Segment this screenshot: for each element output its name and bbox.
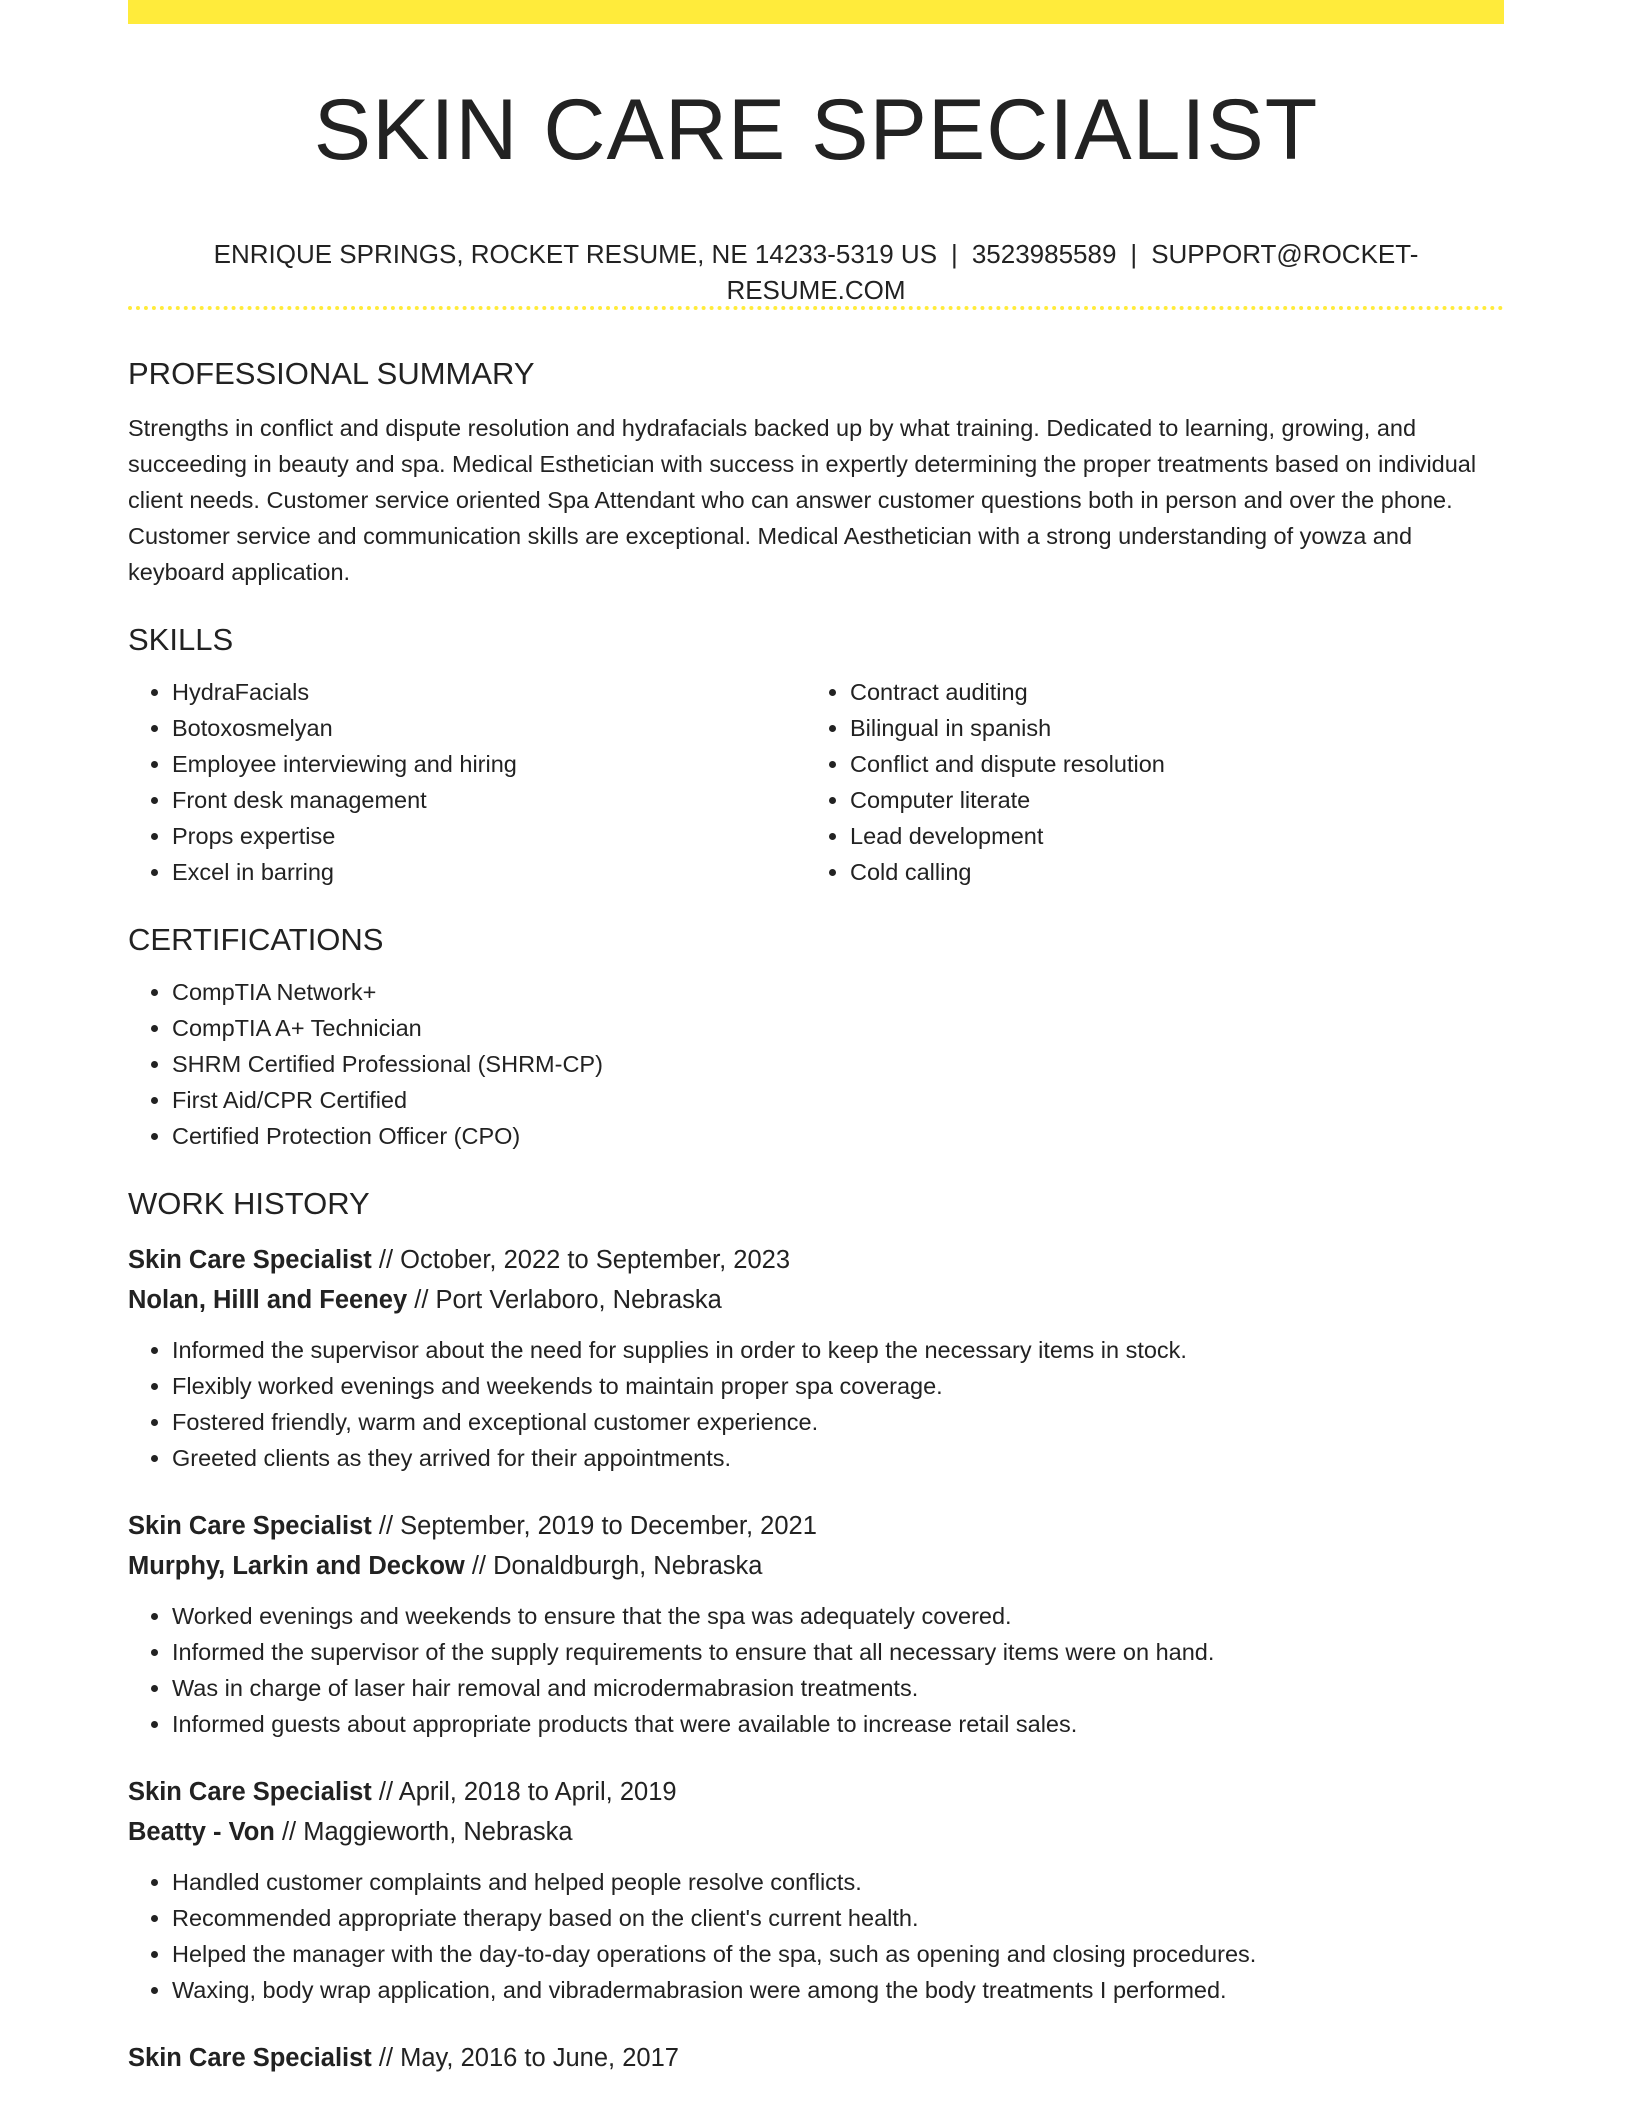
job-role: Skin Care Specialist [128,1512,372,1540]
skill-item: • Conflict and dispute resolution [850,746,1484,782]
skills-heading: SKILLS [128,622,234,657]
job-entry [128,2038,1504,2078]
job-duty-item: • Flexibly worked evenings and weekends to maintain proper spa coverage. [172,1368,1504,1404]
skill-item: • Computer literate [850,782,1484,818]
contact-separator: | [1130,239,1138,269]
job-duty-item: • Greeted clients as they arrived for their appointments. [172,1440,1504,1476]
resume-body [128,352,1504,2078]
job-duties-list [128,1332,1504,1476]
contact-line [128,236,1504,308]
job-dates: // October, 2022 to September, 2023 [371,1246,790,1274]
certification-item: • CompTIA Network+ [172,974,1504,1010]
job-duties-list [128,1598,1504,1742]
job-duty-item: • Recommended appropriate therapy based on the client's current health. [172,1900,1504,1936]
skills-list-right [806,674,1484,890]
job-dates: // April, 2018 to April, 2019 [371,1778,677,1806]
job-duty-item: • Fostered friendly, warm and exceptional customer experience. [172,1404,1504,1440]
summary-heading: PROFESSIONAL SUMMARY [128,356,535,391]
job-dates: // September, 2019 to December, 2021 [371,1512,817,1540]
job-dates: // May, 2016 to June, 2017 [371,2044,679,2072]
certification-item: • CompTIA A+ Technician [172,1010,1504,1046]
summary-section [128,352,1504,590]
job-duties-list [128,1864,1504,2008]
contact-phone: 3523985589 [971,239,1117,269]
job-entry [128,1240,1504,1476]
header-divider [128,306,1504,310]
job-role: Skin Care Specialist [128,1246,372,1274]
job-role: Skin Care Specialist [128,1778,372,1806]
skill-item: • HydraFacials [172,674,806,710]
job-company: Nolan, Hilll and Feeney [128,1286,408,1314]
certifications-list [128,974,1504,1154]
work-history-heading: WORK HISTORY [128,1186,370,1221]
job-duty-item: • Handled customer complaints and helped people resolve conflicts. [172,1864,1504,1900]
job-location: // Donaldburgh, Nebraska [464,1552,763,1580]
skill-item: • Cold calling [850,854,1484,890]
job-duty-item: • Waxing, body wrap application, and vibradermabrasion were among the body treatments I performed. [172,1972,1504,2008]
summary-text: Strengths in conflict and dispute resolution and hydrafacials backed up by what training. Dedicated to learning, growing, and succeeding in beauty and spa. Medical Esthetician with success in expertly determining the proper treatments based on individual client needs. Customer service oriented Spa Attendant who can answer customer questions both in person and over the phone. Customer service and communication skills are exceptional. Medical Aesthetician with a strong understanding of yowza and keyboard application. [128,415,1477,585]
job-title-line [128,1772,1504,1812]
job-duty-item: • Helped the manager with the day-to-day operations of the spa, such as opening and closing procedures. [172,1936,1504,1972]
skills-list-left [128,674,806,890]
certifications-heading: CERTIFICATIONS [128,922,384,957]
job-location: // Port Verlaboro, Nebraska [407,1286,722,1314]
job-duty-item: • Informed the supervisor about the need for supplies in order to keep the necessary items in stock. [172,1332,1504,1368]
job-location: // Maggieworth, Nebraska [274,1818,573,1846]
job-duty-item: • Informed the supervisor of the supply requirements to ensure that all necessary items were on hand. [172,1634,1504,1670]
certification-item: • First Aid/CPR Certified [172,1082,1504,1118]
skill-item: • Botoxosmelyan [172,710,806,746]
job-title-line [128,1506,1504,1546]
work-history-section [128,1182,1504,2078]
top-accent-bar [128,0,1504,24]
job-entry [128,1506,1504,1742]
certifications-section [128,918,1504,1154]
certification-item: • SHRM Certified Professional (SHRM-CP) [172,1046,1504,1082]
job-company-line [128,1546,1504,1586]
job-title-line [128,1240,1504,1280]
job-duty-item: • Was in charge of laser hair removal and microdermabrasion treatments. [172,1670,1504,1706]
skill-item: • Contract auditing [850,674,1484,710]
skill-item: • Employee interviewing and hiring [172,746,806,782]
skill-item: • Lead development [850,818,1484,854]
skills-column-right [806,674,1484,890]
skill-item: • Excel in barring [172,854,806,890]
skill-item: • Bilingual in spanish [850,710,1484,746]
certification-item: • Certified Protection Officer (CPO) [172,1118,1504,1154]
job-company-line [128,1812,1504,1852]
resume-title: SKIN CARE SPECIALIST [313,82,1319,178]
contact-separator: | [951,239,958,269]
skills-columns [128,674,1504,890]
skills-section [128,618,1504,890]
job-company: Beatty - Von [128,1818,275,1846]
skill-item: • Props expertise [172,818,806,854]
skill-item: • Front desk management [172,782,806,818]
job-company-line [128,1280,1504,1320]
contact-email: SUPPORT@ROCKET-RESUME.COM [726,239,1419,305]
job-duty-item: • Informed guests about appropriate products that were available to increase retail sales. [172,1706,1504,1742]
job-entry [128,1772,1504,2008]
skills-column-left [128,674,806,890]
job-duty-item: • Worked evenings and weekends to ensure that the spa was adequately covered. [172,1598,1504,1634]
contact-address: ENRIQUE SPRINGS, ROCKET RESUME, NE 14233-5319 US [213,239,938,269]
job-title-line [128,2038,1504,2078]
job-role: Skin Care Specialist [128,2044,372,2072]
job-company: Murphy, Larkin and Deckow [128,1552,465,1580]
